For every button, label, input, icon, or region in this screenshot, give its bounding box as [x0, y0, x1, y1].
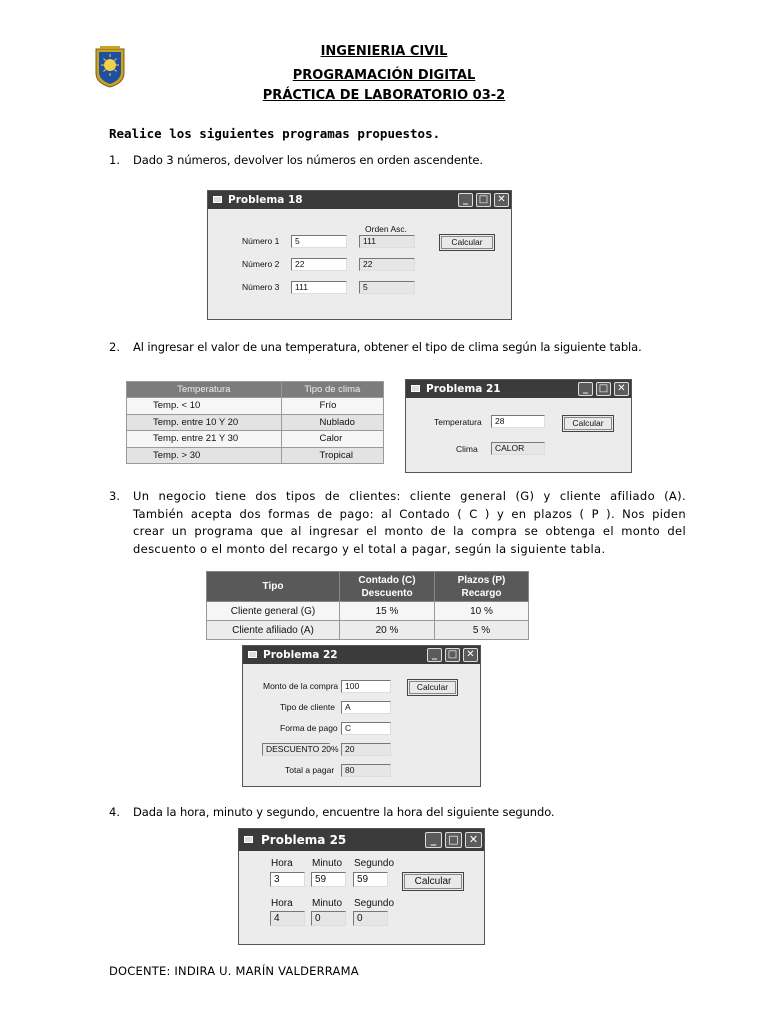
clima-label: Clima [456, 444, 478, 454]
minuto-label: Minuto [312, 858, 343, 869]
minimize-icon[interactable]: _ [578, 382, 593, 396]
monto-input[interactable]: 100 [341, 680, 391, 693]
table-cell: Temp. entre 21 Y 30 [127, 431, 282, 448]
orden-1-output: 111 [359, 235, 415, 248]
close-icon[interactable]: ✕ [465, 832, 482, 848]
course-title: INGENIERIA CIVIL [320, 44, 448, 59]
table-header [340, 572, 435, 602]
window-title-bar [208, 191, 511, 209]
maximize-icon[interactable]: □ [476, 193, 491, 207]
window-title-bar [239, 829, 484, 851]
table-row [127, 447, 384, 464]
calcular-button[interactable]: Calcular [402, 872, 464, 891]
minimize-icon[interactable]: _ [427, 648, 442, 662]
window-title: Problema 18 [228, 194, 303, 206]
table-header: Tipo de clima [281, 382, 383, 398]
forma-pago-label: Forma de pago [280, 723, 338, 733]
course-subtitle: PROGRAMACIÓN DIGITAL [292, 68, 476, 83]
table-header [435, 572, 529, 602]
table-cell: Nublado [281, 414, 383, 431]
table-cell: Temp. < 10 [127, 398, 282, 415]
instructions-heading: Realice los siguientes programas propuestos. [109, 126, 441, 141]
minimize-icon[interactable]: _ [425, 832, 442, 848]
window-title: Problema 25 [261, 833, 347, 847]
table-cell: Cliente general (G) [207, 602, 340, 621]
table-cell: Frío [281, 398, 383, 415]
teacher-footer: DOCENTE: INDIRA U. MARÍN VALDERRAMA [109, 964, 359, 978]
discount-table [206, 571, 529, 640]
minuto-output: 0 [311, 911, 346, 926]
window-problema-25 [238, 828, 485, 945]
calcular-button[interactable]: Calcular [562, 415, 614, 432]
segundo-output: 0 [353, 911, 388, 926]
table-cell: Cliente afiliado (A) [207, 621, 340, 640]
calcular-button[interactable]: Calcular [407, 679, 458, 696]
orden-2-output: 22 [359, 258, 415, 271]
item-2-number: 2. [109, 340, 120, 354]
close-icon[interactable]: ✕ [494, 193, 509, 207]
descuento-label-box: DESCUENTO 20% [262, 743, 330, 756]
table-row [207, 602, 529, 621]
window-title-bar [406, 380, 631, 398]
segundo-input[interactable]: 59 [353, 872, 388, 887]
table-cell: Tropical [281, 447, 383, 464]
orden-asc-label: Orden Asc. [365, 224, 408, 234]
window-app-icon [213, 196, 222, 203]
monto-label: Monto de la compra [263, 681, 339, 691]
window-title: Problema 21 [426, 383, 501, 395]
total-output: 80 [341, 764, 391, 777]
hora-out-label: Hora [271, 898, 293, 909]
maximize-icon[interactable]: □ [445, 648, 460, 662]
numero-2-label: Número 2 [242, 259, 280, 269]
numero-2-input[interactable]: 22 [291, 258, 347, 271]
table-row [127, 398, 384, 415]
table-cell: Temp. entre 10 Y 20 [127, 414, 282, 431]
temperature-table [126, 381, 384, 464]
tipo-cliente-label: Tipo de cliente [280, 702, 335, 712]
table-row [207, 621, 529, 640]
window-problema-18 [207, 190, 512, 320]
maximize-icon[interactable]: □ [596, 382, 611, 396]
orden-3-output: 5 [359, 281, 415, 294]
table-cell: 20 % [340, 621, 435, 640]
segundo-label: Segundo [354, 858, 395, 869]
numero-1-label: Número 1 [242, 236, 280, 246]
table-header-row [207, 572, 529, 602]
hora-input[interactable]: 3 [270, 872, 305, 887]
window-app-icon [248, 651, 257, 658]
numero-3-label: Número 3 [242, 282, 280, 292]
window-title: Problema 22 [263, 649, 338, 661]
item-3-line: crear un programa que al ingresar el monto de la compra se obtenga el monto del [133, 524, 686, 539]
table-cell: Calor [281, 431, 383, 448]
total-label: Total a pagar [285, 765, 335, 775]
close-icon[interactable]: ✕ [614, 382, 629, 396]
minuto-input[interactable]: 59 [311, 872, 346, 887]
table-row [127, 414, 384, 431]
table-row [127, 431, 384, 448]
item-4-number: 4. [109, 805, 120, 819]
minuto-out-label: Minuto [312, 898, 343, 909]
header-line: Recargo [461, 587, 502, 599]
temperatura-input[interactable]: 28 [491, 415, 545, 428]
table-cell: 10 % [435, 602, 529, 621]
segundo-out-label: Segundo [354, 898, 395, 909]
lab-title: PRÁCTICA DE LABORATORIO 03-2 [262, 88, 506, 103]
forma-pago-input[interactable]: C [341, 722, 391, 735]
item-3-number: 3. [109, 489, 120, 503]
clima-output: CALOR [491, 442, 545, 455]
window-problema-22 [242, 645, 481, 787]
window-app-icon [411, 385, 420, 392]
hora-output: 4 [270, 911, 305, 926]
header-line: Plazos (P) [457, 574, 506, 586]
item-2-text: Al ingresar el valor de una temperatura, obtener el tipo de clima según la siguiente tabla. [133, 340, 642, 354]
numero-1-input[interactable]: 5 [291, 235, 347, 248]
temperatura-label: Temperatura [434, 417, 482, 427]
window-app-icon [244, 836, 253, 843]
item-3-line: Un negocio tiene dos tipos de clientes: cliente general (G) y cliente afiliado (A). [133, 489, 686, 503]
close-icon[interactable]: ✕ [463, 648, 478, 662]
table-header: Temperatura [127, 382, 282, 398]
item-1-number: 1. [109, 153, 120, 167]
item-3-text [133, 488, 686, 559]
maximize-icon[interactable]: □ [445, 832, 462, 848]
table-header-row [127, 382, 384, 398]
item-3-line: descuento o el monto del recargo y el total a pagar, según la siguiente tabla. [133, 542, 606, 557]
tipo-cliente-input[interactable]: A [341, 701, 391, 714]
calcular-button[interactable]: Calcular [439, 234, 495, 251]
table-cell: Temp. > 30 [127, 447, 282, 464]
minimize-icon[interactable]: _ [458, 193, 473, 207]
hora-label: Hora [271, 858, 293, 869]
descuento-output: 20 [341, 743, 391, 756]
item-4-text: Dada la hora, minuto y segundo, encuentre la hora del siguiente segundo. [133, 805, 555, 819]
header-line: Contado (C) [358, 574, 416, 586]
numero-3-input[interactable]: 111 [291, 281, 347, 294]
window-problema-21 [405, 379, 632, 473]
table-cell: 15 % [340, 602, 435, 621]
table-header: Tipo [207, 572, 340, 602]
header-line: Descuento [361, 587, 413, 599]
table-cell: 5 % [435, 621, 529, 640]
item-3-line: También acepta dos formas de pago: al Contado ( C ) y en plazos ( P ). Nos piden [133, 506, 686, 521]
item-1-text: Dado 3 números, devolver los números en orden ascendente. [133, 153, 483, 167]
window-title-bar [243, 646, 480, 664]
